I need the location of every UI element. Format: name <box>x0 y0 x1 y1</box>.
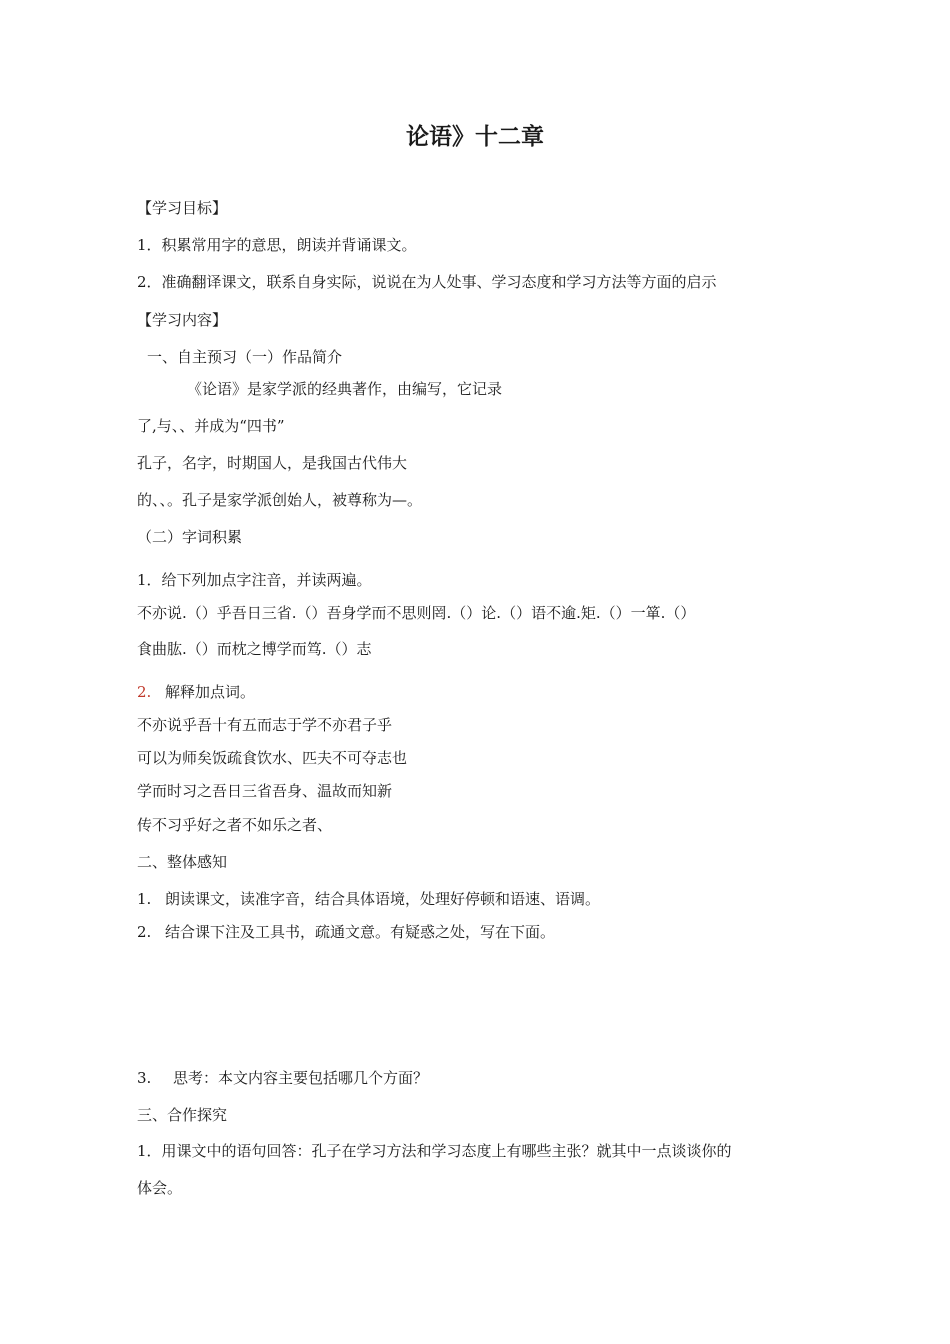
section3-question-line-1: 1．用课文中的语句回答：孔子在学习方法和学习态度上有哪些主张？就其中一点谈谈你的 <box>137 1142 732 1160</box>
item-text: 朗读课文，读准字音，结合具体语境，处理好停顿和语速、语调。 <box>165 890 601 908</box>
objectives-heading: 【学习目标】 <box>137 199 228 217</box>
section1-heading: 一、自主预习（一）作品简介 <box>147 348 343 366</box>
explain-line-4: 传不习乎好之者不如乐之者、 <box>137 816 333 834</box>
section2-heading: 二、整体感知 <box>137 853 228 871</box>
intro-line-4: 的、、。孔子是家学派创始人，被尊称为—。 <box>137 491 423 509</box>
section2-question-3 <box>137 1068 428 1088</box>
vocab-question-2 <box>137 682 255 702</box>
item-number: 1. <box>137 890 152 908</box>
item-text: 思考：本文内容主要包括哪几个方面？ <box>173 1069 429 1087</box>
content-heading: 【学习内容】 <box>137 311 228 329</box>
vocab-question-1: 1．给下列加点字注音，并读两遍。 <box>137 571 372 589</box>
section3-question-line-2: 体会。 <box>137 1179 183 1197</box>
item-number: 3. <box>137 1069 152 1087</box>
objective-item-2: 2．准确翻译课文，联系自身实际，说说在为人处事、学习态度和学习方法等方面的启示 <box>137 273 717 291</box>
pinyin-line-1: 不亦说.（）乎吾日三省.（）吾身学而不思则罔.（）论.（）语不逾.矩.（）一箪.（） <box>137 604 696 622</box>
question-number: 2. <box>137 683 152 701</box>
pinyin-line-2: 食曲肱.（）而枕之博学而笃.（）志 <box>137 640 372 658</box>
vocab-subheading: （二）字词积累 <box>137 528 243 546</box>
item-number: 2. <box>137 923 152 941</box>
intro-line-3: 孔子，名字，时期国人，是我国古代伟大 <box>137 454 408 472</box>
question-text: 解释加点词。 <box>165 683 256 701</box>
section2-item-2 <box>137 922 555 942</box>
explain-line-1: 不亦说乎吾十有五而志于学不亦君子乎 <box>137 716 393 734</box>
objective-item-1: 1．积累常用字的意思，朗读并背诵课文。 <box>137 236 417 254</box>
explain-line-3: 学而时习之吾日三省吾身、温故而知新 <box>137 782 393 800</box>
intro-line-1: 《论语》是家学派的经典著作，由编写，它记录 <box>187 380 503 398</box>
section2-item-1 <box>137 889 600 909</box>
page-title: 论语》十二章 <box>406 124 544 150</box>
item-text: 结合课下注及工具书，疏通文意。有疑惑之处，写在下面。 <box>165 923 556 941</box>
section3-heading: 三、合作探究 <box>137 1106 228 1124</box>
intro-line-2: 了,与、、并成为“四书” <box>137 417 285 435</box>
explain-line-2: 可以为师矣饭疏食饮水、匹夫不可夺志也 <box>137 749 408 767</box>
